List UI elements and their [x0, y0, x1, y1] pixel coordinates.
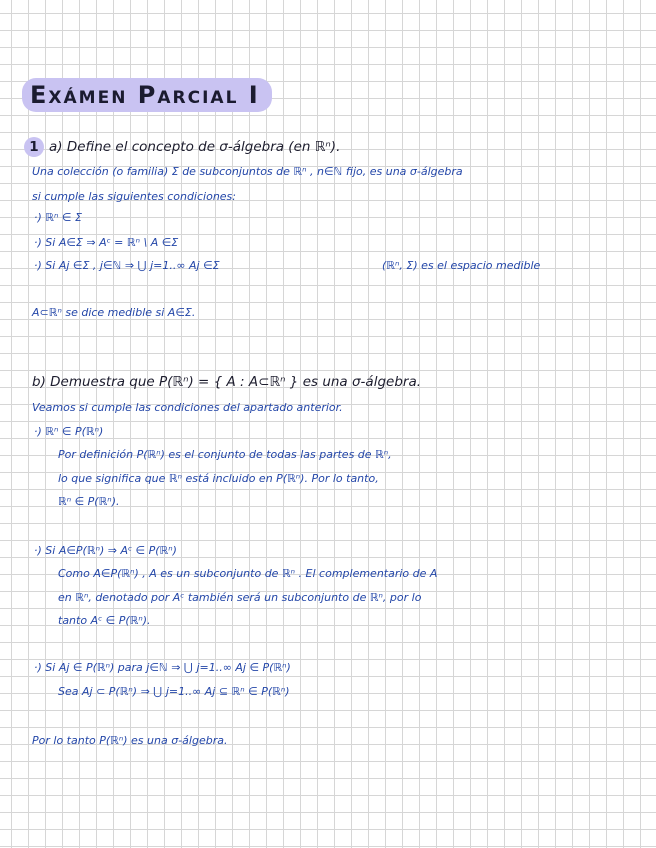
question-number-badge: 1 — [24, 137, 44, 157]
proof-condition-2-line-2: en ℝⁿ, denotado por Aᶜ también será un subconjunto de ℝⁿ, por lo — [58, 591, 422, 604]
proof-condition-3-line-1: Sea Aj ⊂ P(ℝⁿ) ⇒ ⋃ j=1..∞ Aj ⊆ ℝⁿ ∈ P(ℝⁿ) — [58, 685, 290, 698]
proof-condition-1-line-2: lo que significa que ℝⁿ está incluido en P(ℝⁿ). Por lo tanto, — [58, 472, 379, 485]
proof-condition-1-line-1: Por definición P(ℝⁿ) es el conjunto de todas las partes de ℝⁿ, — [58, 448, 392, 461]
question-1b-heading: b) Demuestra que P(ℝⁿ) = { A : A⊂ℝⁿ } es una σ-álgebra. — [32, 374, 422, 390]
proof-intro: Veamos si cumple las condiciones del apartado anterior. — [32, 401, 343, 414]
proof-conclusion: Por lo tanto P(ℝⁿ) es una σ-álgebra. — [32, 734, 228, 747]
definition-line-2: si cumple las siguientes condiciones: — [32, 190, 236, 203]
proof-condition-2-line-1: Como A∈P(ℝⁿ) , A es un subconjunto de ℝⁿ . El complementario de A — [58, 567, 438, 580]
proof-condition-3: ·) Si Aj ∈ P(ℝⁿ) para j∈ℕ ⇒ ⋃ j=1..∞ Aj ∈ P(ℝⁿ) — [34, 661, 291, 674]
proof-condition-1-line-3: ℝⁿ ∈ P(ℝⁿ). — [58, 495, 120, 508]
proof-condition-2-line-3: tanto Aᶜ ∈ P(ℝⁿ). — [58, 614, 151, 627]
page-title: Exámen Parcial I — [22, 78, 272, 112]
definition-line-1: Una colección (o familia) Σ de subconjuntos de ℝⁿ , n∈ℕ fijo, es una σ-álgebra — [32, 165, 463, 178]
condition-1: ·) ℝⁿ ∈ Σ — [34, 211, 82, 224]
condition-2: ·) Si A∈Σ ⇒ Aᶜ = ℝⁿ \ A ∈Σ — [34, 236, 179, 249]
question-1a-heading — [24, 137, 340, 157]
measurable-space-note: (ℝⁿ, Σ) es el espacio medible — [382, 259, 541, 272]
condition-3: ·) Si Aj ∈Σ , j∈ℕ ⇒ ⋃ j=1..∞ Aj ∈Σ — [34, 259, 220, 272]
proof-condition-1: ·) ℝⁿ ∈ P(ℝⁿ) — [34, 425, 104, 438]
proof-condition-2: ·) Si A∈P(ℝⁿ) ⇒ Aᶜ ∈ P(ℝⁿ) — [34, 544, 177, 557]
measurable-set-note: A⊂ℝⁿ se dice medible si A∈Σ. — [32, 306, 196, 319]
question-1a-text: a) Define el concepto de σ-álgebra (en ℝⁿ). — [49, 139, 341, 155]
